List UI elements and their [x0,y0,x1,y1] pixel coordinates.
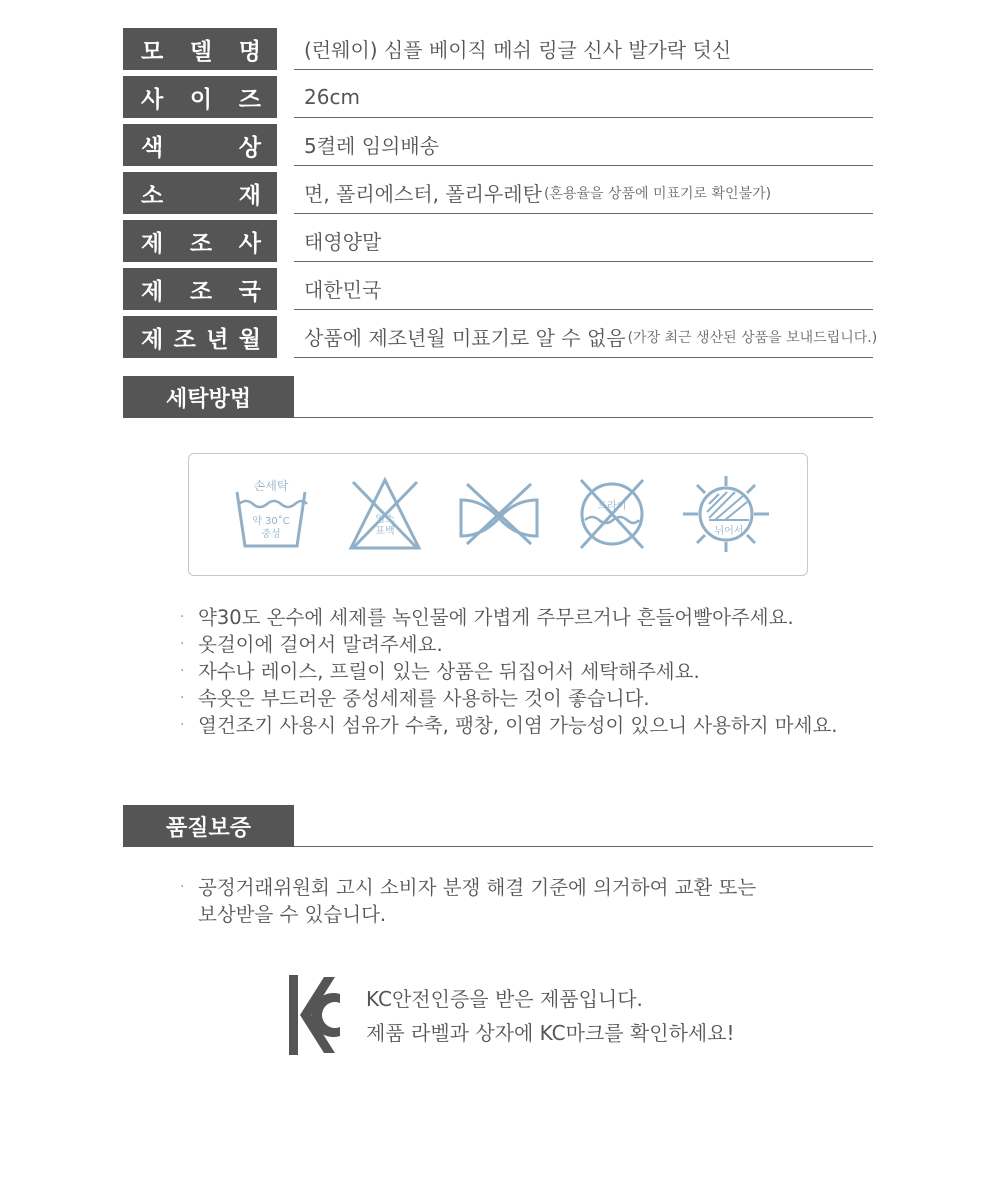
washing-section-title: 세탁방법 [123,376,294,418]
quality-text [180,874,756,928]
no-iron-icon [457,474,541,554]
label-char: 즈 [238,86,261,113]
spec-label [123,76,277,118]
kc-mark-icon [288,974,342,1056]
spec-value-note: (가장 최근 생산된 상품을 보내드립니다.) [627,329,878,346]
bullet-dot: · [180,879,185,895]
dry-flat-text: 뉘어서 [714,526,744,537]
spec-value [294,28,873,70]
spec-label [123,268,277,310]
spec-value [294,76,873,118]
washing-section-header [123,376,873,418]
bullet-dot: · [180,609,185,625]
bullet-dot: · [180,717,185,733]
kc-text [366,982,735,1050]
list-item-text: 옷걸이에 걸어서 말려주세요. [198,633,443,656]
spec-value-text: 면, 폴리에스터, 폴리우레탄 [304,182,542,206]
label-char: 제 [141,278,164,305]
spec-value-note: (혼용율을 상품에 미표기로 확인불가) [543,185,772,202]
label-char: 제 [141,230,164,257]
list-item [180,658,838,685]
spec-row-material [123,172,873,214]
hand-wash-temp: 약 30˚C [252,516,290,527]
spec-value-text: 26cm [304,84,360,109]
list-item-text: 열건조기 사용시 섬유가 수축, 팽창, 이염 가능성이 있으니 사용하지 마세요. [198,714,838,737]
label-char: 소 [141,182,164,209]
bullet-dot: · [180,690,185,706]
washing-instructions [180,604,838,739]
hand-wash-icon [231,474,311,554]
spec-label [123,28,277,70]
list-item [180,604,838,631]
spec-value-text: 태영양말 [304,230,382,254]
spec-value-text: 대한민국 [304,278,382,302]
bullet-dot: · [180,663,185,679]
label-char: 상 [238,134,261,161]
list-item-text: 자수나 레이스, 프릴이 있는 상품은 뒤집어서 세탁해주세요. [198,660,700,683]
label-char: 국 [238,278,261,305]
label-char: 사 [238,230,261,257]
kc-line-1: KC안전인증을 받은 제품입니다. [366,987,643,1011]
label-char: 색 [141,134,164,161]
spec-row-date [123,316,878,358]
spec-value [294,220,873,262]
label-char: 제 [141,326,164,353]
quality-line-1: 공정거래위원회 고시 소비자 분쟁 해결 기준에 의거하여 교환 또는 [198,876,757,899]
spec-value [294,124,873,166]
label-char: 사 [141,86,164,113]
bleach-text-2: 표백 [375,526,395,537]
list-item [180,712,838,739]
spec-row-maker [123,220,873,262]
spec-label [123,220,277,262]
label-char: 조 [173,326,196,353]
quality-section-header [123,805,873,847]
label-char: 월 [238,326,261,353]
label-char: 재 [238,182,261,209]
kc-line-2: 제품 라벨과 상자에 KC마크를 확인하세요! [366,1021,735,1045]
quality-line-2: 보상받을 수 있습니다. [198,903,387,926]
spec-value-text: 5켤레 임의배송 [304,134,440,158]
dry-clean-text: 드라이 [597,501,627,512]
hand-wash-title: 손세탁 [253,479,289,493]
spec-value [294,172,873,214]
spec-row-model [123,28,873,70]
spec-label [123,316,277,358]
list-item [180,874,756,901]
spec-value-text: 상품에 제조년월 미표기로 알 수 없음 [304,326,626,350]
spec-value [294,268,873,310]
care-icons-box [188,453,808,576]
no-dry-clean-icon [577,474,647,554]
hand-wash-detergent: 중성 [261,529,281,540]
bullet-dot: · [180,636,185,652]
list-item [180,901,756,928]
list-item [180,685,838,712]
spec-label [123,172,277,214]
spec-row-color [123,124,873,166]
spec-row-country [123,268,873,310]
dry-flat-icon [681,474,771,554]
list-item-text: 속옷은 부드러운 중성세제를 사용하는 것이 좋습니다. [198,687,650,710]
label-char: 조 [189,278,213,305]
bleach-text-1: 염소 [375,514,395,525]
label-char: 델 [189,38,213,65]
label-char: 조 [189,230,213,257]
no-bleach-icon [345,474,425,554]
label-char: 이 [189,86,213,113]
label-char: 명 [238,38,261,65]
spec-value [294,316,878,358]
list-item-text: 약30도 온수에 세제를 녹인물에 가볍게 주무르거나 흔들어빨아주세요. [198,606,794,629]
label-char: 모 [141,38,164,65]
quality-section-title: 품질보증 [123,805,294,847]
spec-label [123,124,277,166]
list-item [180,631,838,658]
spec-row-size [123,76,873,118]
spec-value-text: (런웨이) 심플 베이직 메쉬 링글 신사 발가락 덧신 [304,38,732,62]
label-char: 년 [206,326,229,353]
